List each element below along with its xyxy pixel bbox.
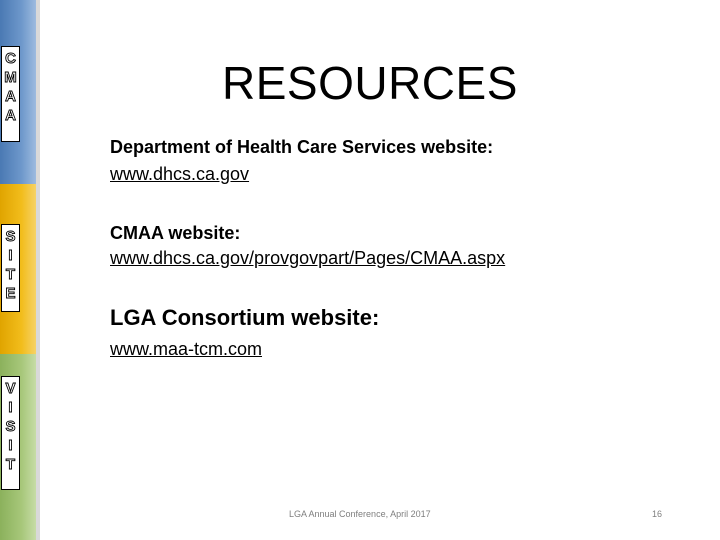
sidebar-label-cmaa — [1, 46, 20, 142]
page-number: 16 — [652, 509, 663, 519]
sidebar-letter: A — [5, 88, 16, 105]
sidebar-letter: T — [5, 266, 16, 283]
sidebar-edge — [36, 0, 40, 540]
sidebar-letter: I — [8, 437, 13, 454]
resource-link-lga[interactable]: www.maa-tcm.com — [110, 339, 263, 359]
sidebar-letter: T — [5, 456, 16, 473]
resource-cmaa — [110, 222, 505, 269]
resource-lga — [110, 305, 379, 360]
sidebar-letter: C — [5, 50, 16, 67]
footer-text: LGA Annual Conference, April 2017 — [289, 509, 431, 519]
resource-label: LGA Consortium website: — [110, 305, 380, 330]
resource-link-cmaa[interactable]: www.dhcs.ca.gov/provgovpart/Pages/CMAA.aspx — [110, 248, 506, 268]
resource-link-dhcs[interactable]: www.dhcs.ca.gov — [110, 164, 250, 184]
sidebar-letter: A — [5, 107, 16, 124]
resource-dhcs — [110, 136, 493, 185]
sidebar-letter: I — [8, 399, 13, 416]
sidebar-letter: I — [8, 247, 13, 264]
sidebar-letter: S — [5, 418, 16, 435]
sidebar-letter: S — [5, 228, 16, 245]
sidebar-letter: V — [5, 380, 16, 397]
sidebar-letter: E — [5, 285, 16, 302]
sidebar-label-visit — [1, 376, 20, 490]
sidebar — [0, 0, 36, 540]
sidebar-label-site — [1, 224, 20, 312]
resource-label: Department of Health Care Services website: — [110, 137, 494, 157]
page-title: RESOURCES — [222, 57, 518, 109]
sidebar-letter: M — [4, 69, 17, 86]
resource-label: CMAA website: — [110, 223, 241, 243]
